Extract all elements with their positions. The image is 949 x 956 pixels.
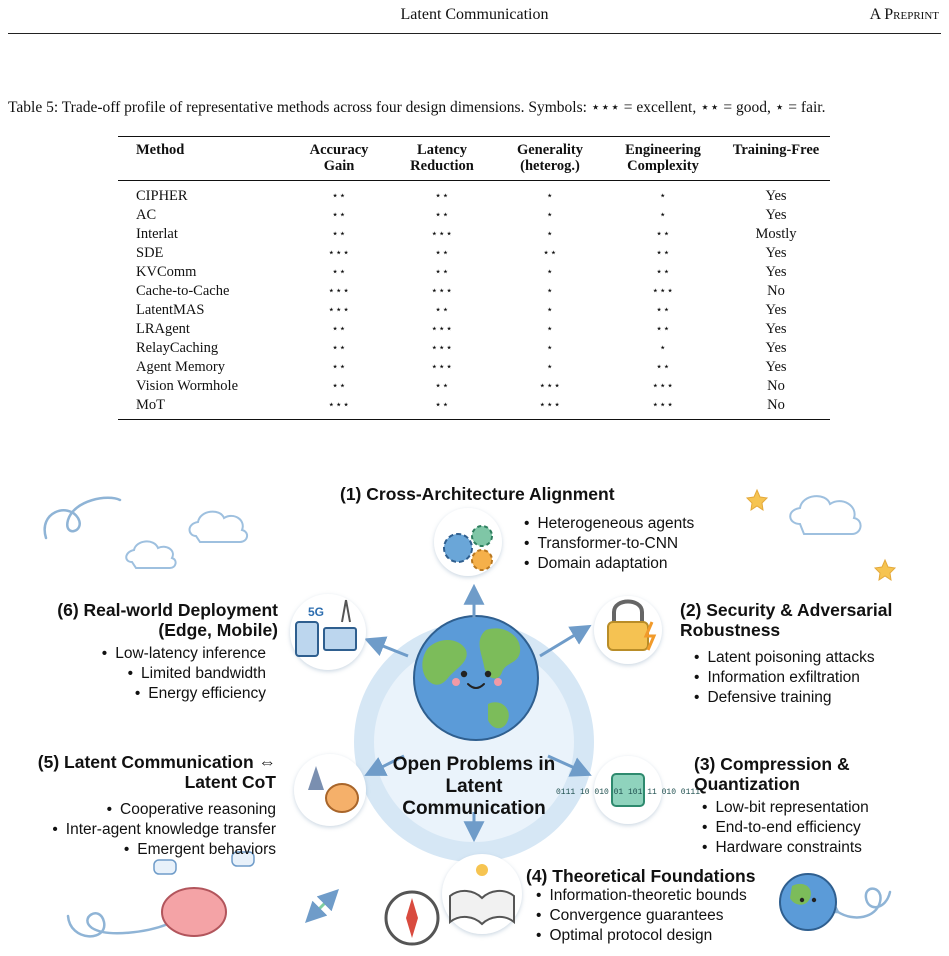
table-row xyxy=(118,339,830,358)
cell-latency: ⋆⋆ xyxy=(434,266,450,278)
compass-icon xyxy=(386,892,438,944)
table-row xyxy=(118,181,830,207)
cell-engineering: ⋆ xyxy=(659,190,667,202)
col-latency-label: Latency Reduction xyxy=(410,142,474,174)
table-row xyxy=(118,263,830,282)
preprint-label: A Preprint xyxy=(869,6,939,23)
table-caption: Table 5: Trade-off profile of representative methods across four design dimensions. Symbols: ⋆⋆⋆ = excellent, ⋆⋆ = good, ⋆ = fair. xyxy=(8,99,826,116)
devices-icon xyxy=(290,594,366,670)
cell-generality: ⋆⋆ xyxy=(542,247,558,259)
cell-accuracy: ⋆⋆⋆ xyxy=(327,399,351,411)
problem-3-item: • Hardware constraints xyxy=(702,838,922,858)
binary-text: 0111 10 010 01 101 11 010 0111 xyxy=(555,788,701,797)
cell-method: SDE xyxy=(136,245,164,261)
header-rule xyxy=(8,33,941,34)
col-generality xyxy=(496,137,604,181)
cell-method: Vision Wormhole xyxy=(136,378,239,394)
problem-4-item: • Information-theoretic bounds xyxy=(536,886,796,906)
problem-2-list xyxy=(694,648,934,708)
cell-latency: ⋆⋆ xyxy=(434,380,450,392)
problem-1-item: • Heterogeneous agents xyxy=(524,514,764,534)
cell-training: Yes xyxy=(765,264,787,280)
problem-1-list xyxy=(524,514,764,574)
page-header xyxy=(0,0,949,54)
cell-latency: ⋆⋆ xyxy=(434,190,450,202)
cell-method: LatentMAS xyxy=(136,302,205,318)
problem-1-title: (1) Cross-Architecture Alignment xyxy=(340,484,615,504)
globe-icon xyxy=(414,616,538,740)
center-title: Open Problems in Latent Communication xyxy=(392,754,556,819)
cell-engineering: ⋆ xyxy=(659,209,667,221)
cell-training: No xyxy=(767,378,785,394)
swirl-top-left xyxy=(45,498,120,538)
problem-6-list xyxy=(58,644,266,704)
problem-2-item: • Latent poisoning attacks xyxy=(694,648,934,668)
cell-method: RelayCaching xyxy=(136,340,219,356)
cell-latency: ⋆⋆ xyxy=(434,399,450,411)
cell-method: Cache-to-Cache xyxy=(136,283,230,299)
problem-5-list xyxy=(28,800,276,860)
table-header-row xyxy=(118,137,830,181)
figure-artwork xyxy=(8,472,942,956)
cell-training: Yes xyxy=(765,359,787,375)
problem-1-item: • Transformer-to-CNN xyxy=(524,534,764,554)
cell-method: CIPHER xyxy=(136,188,188,204)
problem-3-item: • End-to-end efficiency xyxy=(702,818,922,838)
table-row xyxy=(118,396,830,420)
cell-generality: ⋆⋆⋆ xyxy=(538,380,562,392)
cell-generality: ⋆ xyxy=(546,304,554,316)
arrow-brain-link xyxy=(308,892,336,920)
cell-accuracy: ⋆⋆ xyxy=(331,323,347,335)
problem-5-item: • Inter-agent knowledge transfer xyxy=(28,820,276,840)
table-body xyxy=(118,181,830,420)
cell-training: Yes xyxy=(765,321,787,337)
problem-1-item: • Domain adaptation xyxy=(524,554,764,574)
cell-accuracy: ⋆⋆ xyxy=(331,361,347,373)
cell-accuracy: ⋆⋆⋆ xyxy=(327,304,351,316)
cell-training: No xyxy=(767,283,785,299)
table-row xyxy=(118,206,830,225)
problem-6-item: • Energy efficiency xyxy=(58,684,266,704)
fiveg-label: 5G xyxy=(308,605,325,619)
cell-accuracy: ⋆⋆ xyxy=(331,266,347,278)
gears-icon xyxy=(434,508,502,576)
cell-generality: ⋆ xyxy=(546,209,554,221)
cell-latency: ⋆⋆ xyxy=(434,247,450,259)
cell-latency: ⋆⋆⋆ xyxy=(430,228,454,240)
cell-engineering: ⋆⋆ xyxy=(655,228,671,240)
col-generality-label: Generality (heterog.) xyxy=(516,142,584,174)
table-row xyxy=(118,320,830,339)
col-latency xyxy=(388,137,496,181)
arrow-to-p2 xyxy=(540,627,588,656)
cell-latency: ⋆⋆⋆ xyxy=(430,361,454,373)
cell-latency: ⋆⋆⋆ xyxy=(430,323,454,335)
col-engineering-label: Engineering Complexity xyxy=(625,142,701,174)
table-row xyxy=(118,282,830,301)
cell-engineering: ⋆⋆ xyxy=(655,247,671,259)
problem-6-item: • Limited bandwidth xyxy=(58,664,266,684)
cell-engineering: ⋆⋆⋆ xyxy=(651,285,675,297)
brain-network-icon xyxy=(294,754,366,826)
tradeoff-table xyxy=(118,136,830,420)
cell-generality: ⋆ xyxy=(546,190,554,202)
lock-icon xyxy=(594,596,662,664)
table-row xyxy=(118,358,830,377)
cell-engineering: ⋆⋆⋆ xyxy=(651,380,675,392)
cell-training: Yes xyxy=(765,188,787,204)
problem-2-title: (2) Security & Adversarial Robustness xyxy=(680,600,893,640)
col-accuracy-label: Accuracy Gain xyxy=(309,142,369,174)
problem-2-item: • Information exfiltration xyxy=(694,668,934,688)
cell-accuracy: ⋆⋆ xyxy=(331,190,347,202)
swirl-bottom-right xyxy=(828,889,890,918)
cell-latency: ⋆⋆⋆ xyxy=(430,285,454,297)
book-icon xyxy=(442,854,522,934)
cell-engineering: ⋆ xyxy=(659,342,667,354)
cell-accuracy: ⋆⋆ xyxy=(331,228,347,240)
cell-accuracy: ⋆⋆⋆ xyxy=(327,247,351,259)
cell-generality: ⋆ xyxy=(546,342,554,354)
cell-accuracy: ⋆⋆ xyxy=(331,209,347,221)
col-accuracy xyxy=(290,137,388,181)
table-row xyxy=(118,225,830,244)
problem-3-item: • Low-bit representation xyxy=(702,798,922,818)
col-training-free: Training-Free xyxy=(732,142,820,158)
cell-accuracy: ⋆⋆ xyxy=(331,380,347,392)
cell-training: Yes xyxy=(765,245,787,261)
problem-3-title: (3) Compression & Quantization xyxy=(694,754,850,794)
problem-6-item: • Low-latency inference xyxy=(58,644,266,664)
cell-generality: ⋆ xyxy=(546,266,554,278)
problem-4-list xyxy=(536,886,796,946)
cell-latency: ⋆⋆⋆ xyxy=(430,342,454,354)
cell-method: KVComm xyxy=(136,264,197,280)
cell-generality: ⋆ xyxy=(546,228,554,240)
cell-training: Yes xyxy=(765,340,787,356)
cell-accuracy: ⋆⋆ xyxy=(331,342,347,354)
table-row xyxy=(118,377,830,396)
cell-method: Interlat xyxy=(136,226,178,242)
col-engineering xyxy=(604,137,722,181)
col-method: Method xyxy=(136,142,185,158)
cell-method: MoT xyxy=(136,397,165,413)
cell-generality: ⋆ xyxy=(546,361,554,373)
cell-engineering: ⋆⋆ xyxy=(655,304,671,316)
cell-generality: ⋆ xyxy=(546,323,554,335)
cell-generality: ⋆⋆⋆ xyxy=(538,399,562,411)
problem-4-title: (4) Theoretical Foundations xyxy=(526,866,756,886)
cell-method: AC xyxy=(136,207,157,223)
problem-2-item: • Defensive training xyxy=(694,688,934,708)
running-title: Latent Communication xyxy=(400,6,549,23)
swirl-bottom-left xyxy=(68,913,168,936)
problem-4-item: • Convergence guarantees xyxy=(536,906,796,926)
cell-generality: ⋆ xyxy=(546,285,554,297)
cell-latency: ⋆⋆ xyxy=(434,209,450,221)
cell-training: Yes xyxy=(765,302,787,318)
cell-training: Yes xyxy=(765,207,787,223)
problem-5-title: (5) Latent Communication ⇔ Latent CoT xyxy=(37,752,276,792)
cell-engineering: ⋆⋆ xyxy=(655,323,671,335)
problem-5-item: • Emergent behaviors xyxy=(28,840,276,860)
cell-method: Agent Memory xyxy=(136,359,225,375)
cell-engineering: ⋆⋆⋆ xyxy=(651,399,675,411)
problem-3-list xyxy=(702,798,922,858)
table-row xyxy=(118,244,830,263)
cell-accuracy: ⋆⋆⋆ xyxy=(327,285,351,297)
cell-engineering: ⋆⋆ xyxy=(655,361,671,373)
cell-training: Mostly xyxy=(755,226,797,242)
table-row xyxy=(118,301,830,320)
problem-6-title: (6) Real-world Deployment (Edge, Mobile) xyxy=(57,600,278,640)
open-problems-figure xyxy=(8,472,942,956)
problem-4-item: • Optimal protocol design xyxy=(536,926,796,946)
problem-5-item: • Cooperative reasoning xyxy=(28,800,276,820)
cell-training: No xyxy=(767,397,785,413)
cell-method: LRAgent xyxy=(136,321,190,337)
cell-engineering: ⋆⋆ xyxy=(655,266,671,278)
cell-latency: ⋆⋆ xyxy=(434,304,450,316)
brain-icon xyxy=(154,852,254,936)
